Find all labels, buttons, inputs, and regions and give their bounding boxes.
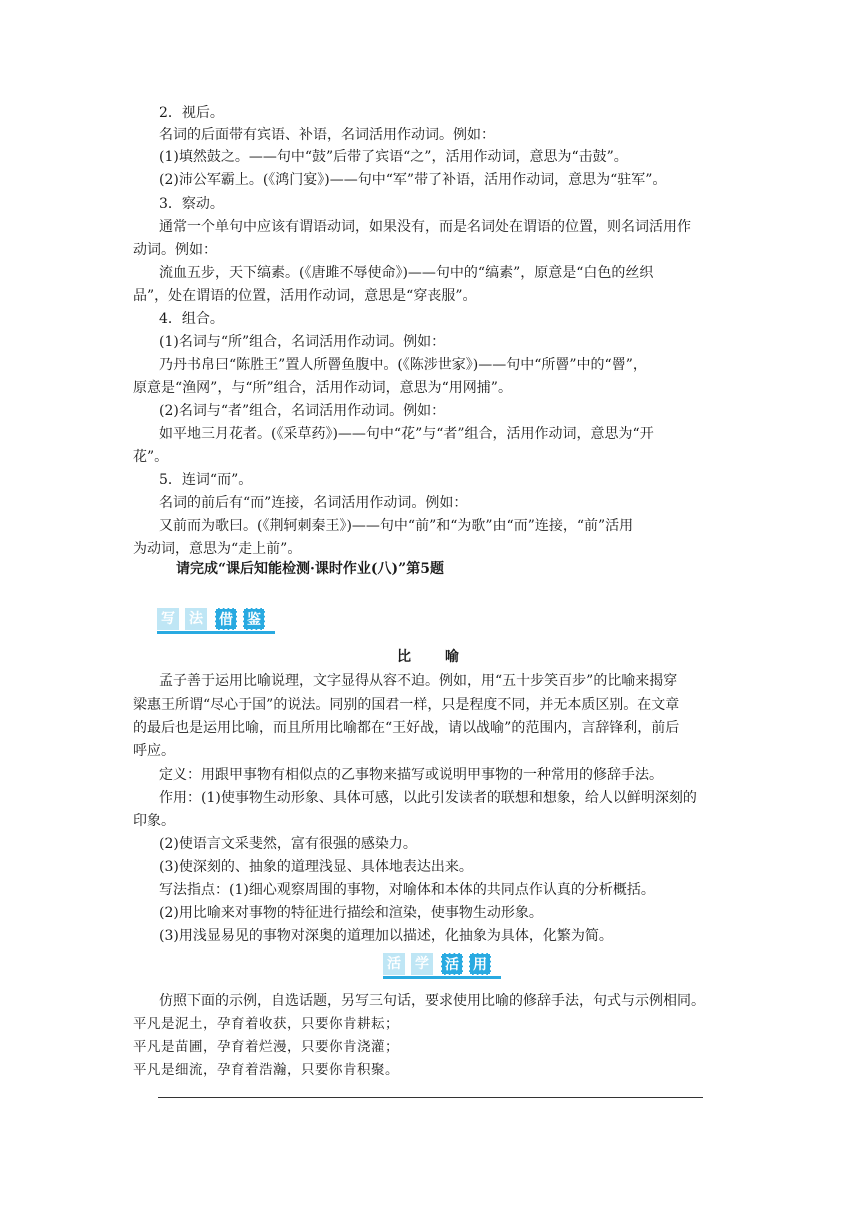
section-badge-practice — [383, 953, 501, 979]
badge-char: 鉴 — [243, 608, 265, 630]
tip-line: 写法指点：(1)细心观察周围的事物，对喻体和本体的共同点作认真的分析概括。 — [159, 882, 655, 898]
text-line: 名词的后面带有宾语、补语，名词活用作动词。例如： — [159, 127, 495, 143]
badge-char: 学 — [411, 953, 433, 975]
text-line: 为动词，意思为“走上前”。 — [133, 541, 302, 557]
definition-line: 定义：用跟甲事物有相似点的乙事物来描写或说明甲事物的一种常用的修辞手法。 — [159, 767, 663, 783]
example-line: 如平地三月花者。(《采草药》)——句中“花”与“者”组合，活用作动词，意思为“开 — [159, 426, 654, 442]
badge-char: 法 — [185, 608, 207, 630]
example-line: (1)填然鼓之。——句中“鼓”后带了宾语“之”，活用作动词，意思为“击鼓”。 — [159, 149, 628, 165]
paragraph-line: 孟子善于运用比喻说理，文字显得从容不迫。例如，用“五十步笑百步”的比喻来揭穿 — [159, 673, 678, 689]
section-title: 比 喻 — [397, 649, 469, 665]
example-line: 又前而为歌曰。(《荆轲刺秦王》)——句中“前”和“为歌”由“而”连接，“前”活用 — [159, 518, 634, 534]
tip-line: (3)用浅显易见的事物对深奥的道理加以描述，化抽象为具体，化繁为简。 — [159, 928, 613, 944]
paragraph-line: 梁惠王所谓“尽心于国”的说法。同别的国君一样，只是程度不同，并无本质区别。在文章 — [133, 697, 680, 713]
example-line: 流血五步，天下缟素。(《唐雎不辱使命》)——句中的“缟素”，原意是“白色的丝织 — [159, 265, 654, 281]
function-line: 印象。 — [133, 813, 175, 829]
text-line: 通常一个单句中应该有谓语动词，如果没有，而是名词处在谓语的位置，则名词活用作 — [159, 219, 691, 235]
text-line: 动词。例如： — [133, 242, 217, 258]
badge-char: 写 — [157, 608, 179, 630]
example-line: (2)沛公军霸上。(《鸿门宴》)——句中“军”带了补语，活用作动词，意思为“驻军”。 — [159, 172, 667, 188]
item-3-heading: 3．察动。 — [159, 196, 224, 212]
item-5-heading: 5．连词“而”。 — [159, 472, 253, 488]
function-line: (3)使深刻的、抽象的道理浅显、具体地表达出来。 — [159, 859, 473, 875]
text-line: (2)名词与“者”组合，名词活用作动词。例如： — [159, 403, 446, 419]
badge-char: 活 — [441, 953, 463, 975]
homework-instruction: 请完成“课后知能检测·课时作业(八)”第5题 — [176, 561, 444, 577]
text-line: 名词的前后有“而”连接，名词活用作动词。例如： — [159, 495, 468, 511]
function-line: (2)使语言文采斐然，富有很强的感染力。 — [159, 836, 417, 852]
badge-underline — [383, 976, 501, 979]
text-line: 原意是“渔网”，与“所”组合，活用作动词，意思为“用网捕”。 — [133, 380, 512, 396]
text-line: 花”。 — [133, 449, 169, 465]
badge-char: 活 — [383, 953, 405, 975]
function-line: 作用：(1)使事物生动形象、具体可感，以此引发读者的联想和想象，给人以鲜明深刻的 — [159, 790, 697, 806]
tip-line: (2)用比喻来对事物的特征进行描绘和渲染，使事物生动形象。 — [159, 905, 543, 921]
example-sentence: 平凡是苗圃，孕育着烂漫，只要你肯浇灌； — [133, 1039, 399, 1055]
text-line: 品”，处在谓语的位置，活用作动词，意思是“穿丧服”。 — [133, 288, 477, 304]
text-line: (1)名词与“所”组合，名词活用作动词。例如： — [159, 334, 446, 350]
paragraph-line: 呼应。 — [133, 743, 175, 759]
badge-underline — [157, 631, 275, 634]
badge-char: 用 — [469, 953, 491, 975]
example-line: 乃丹书帛曰“陈胜王”置人所罾鱼腹中。(《陈涉世家》)——句中“所罾”中的“罾”， — [159, 357, 647, 373]
item-2-heading: 2．视后。 — [159, 105, 224, 121]
badge-char: 借 — [215, 608, 237, 630]
paragraph-line: 的最后也是运用比喻，而且所用比喻都在“王好战，请以战喻”的范围内，言辞锋利，前后 — [133, 720, 680, 736]
section-badge-writing — [157, 608, 275, 634]
answer-blank-line[interactable] — [158, 1097, 703, 1098]
item-4-heading: 4．组合。 — [159, 311, 224, 327]
example-sentence: 平凡是细流，孕育着浩瀚，只要你肯积聚。 — [133, 1062, 399, 1078]
task-instruction: 仿照下面的示例，自选话题，另写三句话，要求使用比喻的修辞手法，句式与示例相同。 — [159, 993, 705, 1009]
example-sentence: 平凡是泥土，孕育着收获，只要你肯耕耘； — [133, 1016, 399, 1032]
